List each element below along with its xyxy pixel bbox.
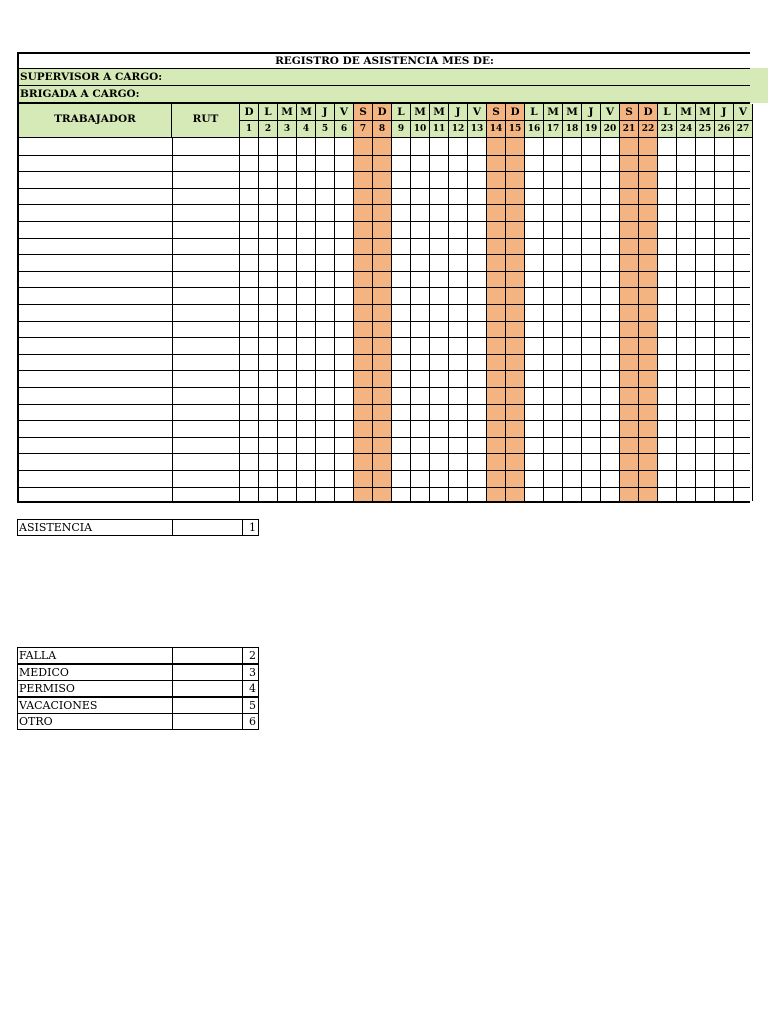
day-number: 22	[641, 124, 655, 134]
table-row	[19, 337, 750, 338]
day-letter: D	[506, 104, 524, 121]
day-letter: S	[620, 104, 638, 121]
grid-column-line	[619, 138, 620, 501]
day-letter: M	[430, 104, 448, 121]
day-header-16	[525, 104, 544, 138]
day-header-11	[430, 104, 449, 138]
day-letter: V	[601, 104, 619, 121]
legend-code: 6	[249, 715, 256, 728]
legend-blank-cell	[172, 713, 243, 730]
day-number: 21	[622, 124, 636, 134]
day-letter: M	[278, 104, 296, 121]
grid-column-line	[714, 138, 715, 501]
day-number: 13	[470, 124, 484, 134]
day-number: 19	[584, 124, 598, 134]
legend-blank-cell	[172, 697, 243, 714]
sheet-title: REGISTRO DE ASISTENCIA MES DE:	[17, 52, 750, 69]
day-number: 26	[717, 124, 731, 134]
grid-column-line	[258, 138, 259, 501]
grid-column-line	[638, 138, 639, 501]
day-letter: M	[696, 104, 714, 121]
weekend-column	[487, 138, 505, 501]
table-row	[19, 304, 750, 305]
table-row	[19, 204, 750, 205]
table-row	[19, 404, 750, 405]
brigade-label: BRIGADA A CARGO:	[17, 86, 750, 104]
day-number: 25	[698, 124, 712, 134]
day-number: 15	[508, 124, 522, 134]
grid-column-line	[239, 138, 240, 501]
day-letter: M	[677, 104, 695, 121]
grid-column-line	[372, 138, 373, 501]
day-header-25	[696, 104, 715, 138]
grid-column-line	[391, 138, 392, 501]
table-row	[19, 470, 750, 471]
legend-code: 2	[249, 649, 256, 662]
grid-column-line	[334, 138, 335, 501]
day-header-18	[563, 104, 582, 138]
weekend-column	[620, 138, 638, 501]
grid-column-line	[695, 138, 696, 501]
day-number: 20	[603, 124, 617, 134]
day-header-24	[677, 104, 696, 138]
day-number: 9	[397, 124, 405, 134]
day-number: 10	[413, 124, 427, 134]
day-number: 8	[378, 124, 386, 134]
day-header-7	[354, 104, 373, 138]
day-number: 11	[432, 124, 446, 134]
day-header-10	[411, 104, 430, 138]
day-number: 3	[283, 124, 291, 134]
table-row	[19, 254, 750, 255]
day-number: 23	[660, 124, 674, 134]
day-letter: V	[734, 104, 752, 121]
day-number: 17	[546, 124, 560, 134]
grid-column-line	[315, 138, 316, 501]
grid-column-line	[600, 138, 601, 501]
day-header-6	[335, 104, 354, 138]
legend-name: FALLA	[19, 649, 57, 662]
grid-column-line	[467, 138, 468, 501]
day-header-26	[715, 104, 734, 138]
grid-column-line	[429, 138, 430, 501]
legend-name: PERMISO	[19, 682, 75, 695]
day-number: 6	[340, 124, 348, 134]
legend-name: VACACIONES	[19, 698, 98, 712]
grid-column-line	[562, 138, 563, 501]
grid-column-line	[448, 138, 449, 501]
day-letter: D	[240, 104, 258, 121]
day-letter: J	[582, 104, 600, 121]
grid-column-line	[296, 138, 297, 501]
legend-code: 4	[249, 682, 256, 695]
day-header-12	[449, 104, 468, 138]
legend-row-otro	[17, 713, 259, 730]
day-letter: D	[639, 104, 657, 121]
weekend-column	[373, 138, 391, 501]
legend-name: OTRO	[19, 715, 53, 728]
day-letter: D	[373, 104, 391, 121]
legend-code: 3	[249, 665, 256, 679]
legend-code: 5	[249, 698, 256, 712]
legend-blank-cell	[172, 647, 243, 664]
grid-column-line	[410, 138, 411, 501]
day-header-15	[506, 104, 525, 138]
day-header-8	[373, 104, 392, 138]
grid-column-line	[657, 138, 658, 501]
day-number: 2	[264, 124, 272, 134]
day-number: 18	[565, 124, 579, 134]
day-letter: L	[392, 104, 410, 121]
table-row	[19, 221, 750, 222]
table-row	[19, 171, 750, 172]
table-row	[19, 271, 750, 272]
day-letter: J	[715, 104, 733, 121]
table-row	[19, 437, 750, 438]
table-row	[19, 420, 750, 421]
day-number: 7	[359, 124, 367, 134]
legend-row-asistencia	[17, 519, 259, 536]
day-letter: J	[449, 104, 467, 121]
grid-column-line	[733, 138, 734, 501]
legend-row-vacaciones	[17, 697, 259, 714]
weekend-column	[506, 138, 524, 501]
day-header-4	[297, 104, 316, 138]
legend-name: MEDICO	[19, 665, 69, 679]
grid-column-line	[752, 138, 753, 501]
day-header-2	[259, 104, 278, 138]
table-row	[19, 370, 750, 371]
legend-row-falla	[17, 647, 259, 664]
day-letter: M	[297, 104, 315, 121]
legend-row-medico	[17, 664, 259, 681]
grid-column-line	[676, 138, 677, 501]
day-letter: V	[468, 104, 486, 121]
table-row	[19, 487, 750, 488]
day-header-27	[734, 104, 753, 138]
legend-code: 1	[249, 521, 256, 534]
grid-column-line	[524, 138, 525, 501]
table-row	[19, 387, 750, 388]
day-number: 5	[321, 124, 329, 134]
table-row	[19, 354, 750, 355]
day-header-17	[544, 104, 563, 138]
day-letter: L	[525, 104, 543, 121]
day-number: 1	[245, 124, 253, 134]
legend-blank-cell	[172, 519, 243, 536]
day-letter: L	[658, 104, 676, 121]
grid-column-line	[277, 138, 278, 501]
weekend-column	[354, 138, 372, 501]
grid-column-line	[505, 138, 506, 501]
table-row	[19, 155, 750, 156]
legend-blank-cell	[172, 664, 243, 681]
day-number: 27	[736, 124, 750, 134]
worker-column-header: TRABAJADOR	[17, 104, 172, 138]
day-header-3	[278, 104, 297, 138]
day-letter: L	[259, 104, 277, 121]
grid-column-line	[172, 138, 173, 501]
table-row	[19, 453, 750, 454]
day-header-14	[487, 104, 506, 138]
table-row	[19, 188, 750, 189]
day-header-13	[468, 104, 487, 138]
table-row	[19, 287, 750, 288]
day-letter: S	[354, 104, 372, 121]
grid-column-line	[543, 138, 544, 501]
legend-row-permiso	[17, 680, 259, 697]
day-letter: J	[316, 104, 334, 121]
day-letter: M	[563, 104, 581, 121]
grid-column-line	[486, 138, 487, 501]
day-header-19	[582, 104, 601, 138]
day-letter: S	[487, 104, 505, 121]
weekend-column	[639, 138, 657, 501]
day-number: 12	[451, 124, 465, 134]
day-header-1	[240, 104, 259, 138]
day-letter: M	[544, 104, 562, 121]
rut-column-header: RUT	[172, 104, 240, 138]
day-letter: V	[335, 104, 353, 121]
supervisor-label: SUPERVISOR A CARGO:	[17, 69, 768, 86]
day-header-5	[316, 104, 335, 138]
day-number: 14	[489, 124, 503, 134]
table-row	[19, 321, 750, 322]
day-number: 16	[527, 124, 541, 134]
day-letter: M	[411, 104, 429, 121]
day-header-9	[392, 104, 411, 138]
grid-column-line	[353, 138, 354, 501]
attendance-grid	[17, 138, 750, 503]
day-number: 24	[679, 124, 693, 134]
day-header-22	[639, 104, 658, 138]
day-header-21	[620, 104, 639, 138]
table-row	[19, 238, 750, 239]
day-header-23	[658, 104, 677, 138]
legend-name: ASISTENCIA	[19, 521, 93, 534]
day-number: 4	[302, 124, 310, 134]
legend-blank-cell	[172, 680, 243, 697]
grid-column-line	[581, 138, 582, 501]
day-header-20	[601, 104, 620, 138]
